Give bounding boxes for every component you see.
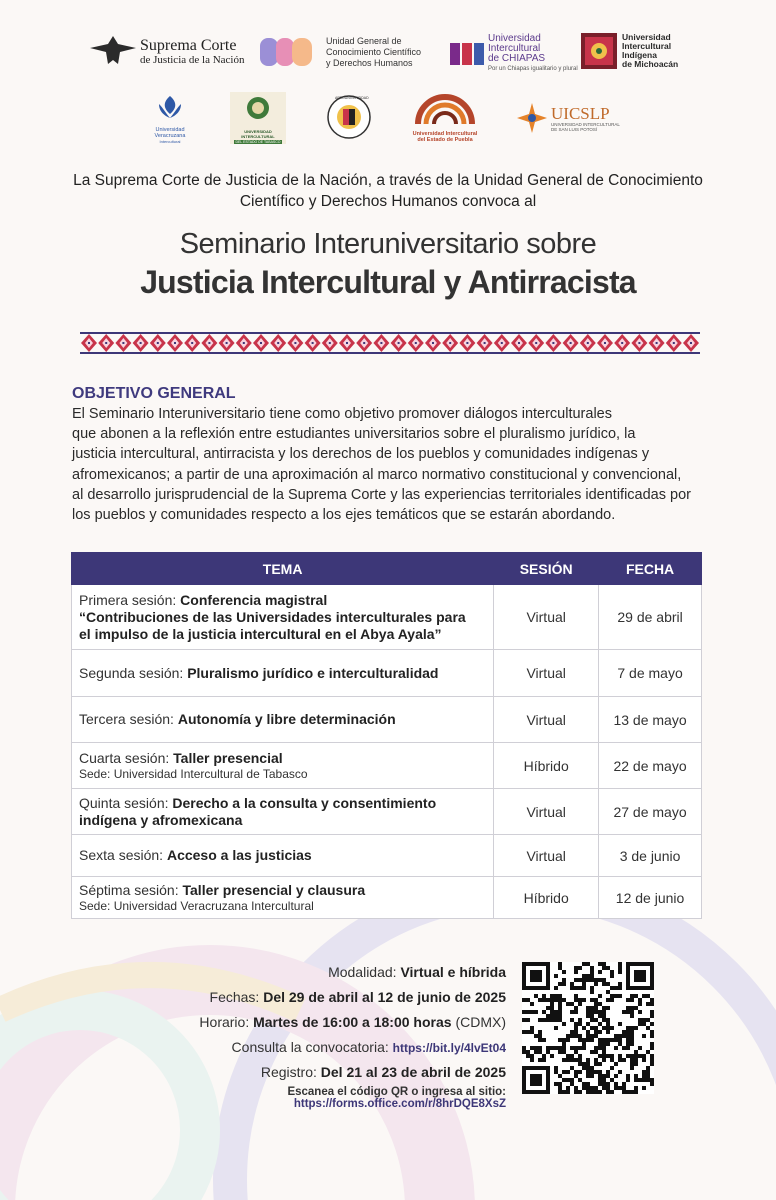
table-row (72, 877, 702, 919)
uicslp-line2: DE SAN LUIS POTOSÍ (551, 126, 598, 132)
table-header-row (72, 553, 702, 585)
uiim-line2: Intercultural (622, 41, 672, 51)
objective-line: los pueblos y comunidades respecto a los ejes temáticos que se estarán abordando. (72, 507, 616, 524)
unich-line1: Universidad (488, 33, 541, 44)
session-prefix: Tercera sesión: (79, 711, 174, 727)
header-tema: TEMA (72, 553, 494, 585)
convocatoria-line (199, 1035, 506, 1060)
uiep-logo (412, 92, 478, 143)
session-title: Taller presencial (173, 749, 283, 766)
ugccdh-logo (258, 34, 421, 70)
table-row (72, 585, 702, 650)
uicslp-logo (516, 102, 620, 134)
uicslp-star-icon (516, 102, 548, 134)
horario-timezone: (CDMX) (455, 1014, 506, 1030)
session-mode: Virtual (494, 585, 599, 650)
event-info (199, 960, 506, 1085)
objective-heading: OBJETIVO GENERAL (72, 385, 236, 402)
uv-line1: Universidad Veracruzana (154, 127, 186, 139)
fechas-value: Del 29 de abril al 12 de junio de 2025 (263, 989, 506, 1005)
title-line2: Justicia Intercultural y Antirracista (140, 264, 636, 300)
fechas-line (199, 985, 506, 1010)
objective-line: El Seminario Interuniversitario tiene como objetivo promover diálogos interculturales (72, 406, 612, 422)
registration-link[interactable]: https://forms.office.com/r/8hrDQE8XsZ (293, 1098, 506, 1110)
uiep-line1: Universidad Intercultural (412, 131, 478, 137)
afro-logo (326, 94, 372, 145)
header-fecha: FECHA (599, 553, 702, 585)
session-topic (72, 877, 494, 919)
uv-logo (140, 94, 200, 144)
session-date: 13 de mayo (599, 697, 702, 743)
table-row (72, 835, 702, 877)
scan-label: Escanea el código QR o ingresa al sitio: (287, 1086, 506, 1098)
uiet-mark-icon (243, 94, 273, 124)
session-venue: Sede: Universidad Veracruzana Intercultural (79, 898, 314, 913)
uicslp-line1: UNIVERSIDAD INTERCULTURAL (551, 121, 620, 127)
header-sesion: SESIÓN (494, 553, 599, 585)
qr-code[interactable] (522, 962, 654, 1094)
modalidad-value: Virtual e híbrida (400, 964, 506, 980)
unich-logo (448, 34, 578, 74)
session-title: Conferencia magistral (180, 591, 328, 608)
objective-body (72, 404, 712, 525)
uiim-line1: Universidad (622, 32, 671, 42)
session-title: Autonomía y libre determinación (177, 711, 396, 727)
session-title-cont: indígena y afromexicana (79, 811, 243, 828)
objective-line: al desarrollo jurisprudencial de la Suprema Corte y las experiencias territoriales identificadas por (72, 486, 691, 503)
session-prefix: Sexta sesión: (79, 847, 164, 863)
uiet-logo (230, 92, 286, 144)
session-topic (72, 650, 494, 697)
afro-label: AFROUNIVERSIDAD (335, 96, 369, 100)
session-mode: Virtual (494, 789, 599, 835)
title-line1: Seminario Interuniversitario sobre (179, 228, 597, 260)
session-topic (72, 585, 494, 650)
scjn-logo (88, 34, 244, 70)
decorative-band (80, 330, 700, 356)
ugccdh-line2: Conocimiento Científico (326, 46, 422, 57)
session-date: 7 de mayo (599, 650, 702, 697)
horario-value: Martes de 16:00 a 18:00 horas (253, 1014, 452, 1030)
uiep-mark-icon (414, 92, 476, 126)
uiim-mark-icon (580, 32, 618, 70)
scjn-sub: de Justicia de la Nación (140, 54, 245, 66)
session-title-cont: el impulso de la justicia intercultural en el Abya Ayala” (79, 625, 442, 642)
scjn-name: Suprema Corte (140, 37, 237, 54)
uiet-label: UNIVERSIDAD INTERCULTURAL (241, 129, 275, 139)
uiim-line3: Indígena (622, 50, 657, 60)
session-date: 22 de mayo (599, 743, 702, 789)
uv-mark-icon (153, 94, 187, 122)
table-row (72, 789, 702, 835)
registro-value: Del 21 al 23 de abril de 2025 (320, 1064, 506, 1080)
table-row (72, 697, 702, 743)
objective-line: afromexicanos; a partir de una aproximación al marco normativo constitucional y convencional, (72, 466, 682, 483)
afro-mark-icon (326, 94, 372, 140)
session-venue: Sede: Universidad Intercultural de Tabasco (79, 766, 308, 781)
session-topic (72, 743, 494, 789)
uiep-line2: del Estado de Puebla (417, 137, 473, 143)
session-title: Pluralismo jurídico e interculturalidad (187, 664, 439, 681)
table-row (72, 743, 702, 789)
session-mode: Híbrido (494, 877, 599, 919)
session-date: 29 de abril (599, 585, 702, 650)
session-date: 27 de mayo (599, 789, 702, 835)
session-mode: Virtual (494, 650, 599, 697)
session-title-cont: “Contribuciones de las Universidades interculturales para (79, 608, 466, 625)
convocatoria-link[interactable]: https://bit.ly/4lvEt04 (392, 1041, 506, 1055)
session-title: Acceso a las justicias (166, 847, 312, 863)
session-prefix: Primera sesión: (79, 591, 177, 608)
ugccdh-line3: y Derechos Humanos (326, 57, 413, 68)
session-title: Derecho a la consulta y consentimiento (172, 794, 437, 811)
modalidad-label: Modalidad: (328, 964, 397, 980)
session-prefix: Quinta sesión: (79, 794, 169, 811)
objective-line: que abonen a la reflexión entre estudiantes universitarios sobre el pluralismo jurídico, la (72, 426, 636, 443)
objective-line: justicia intercultural, antirracista y los derechos de los pueblos y comunidades indígenas y (72, 446, 650, 463)
session-mode: Virtual (494, 697, 599, 743)
ugccdh-mark-icon (258, 34, 316, 70)
session-mode: Virtual (494, 835, 599, 877)
uv-line2: Intercultural (159, 139, 181, 144)
modalidad-line (199, 960, 506, 985)
fechas-label: Fechas: (209, 989, 260, 1005)
eagle-icon (88, 34, 138, 70)
unich-tagline: Por un Chiapas igualitario y plural (488, 66, 578, 72)
sessions-table (71, 552, 702, 919)
scan-instructions (88, 1086, 506, 1110)
unich-line2: Intercultural (488, 43, 541, 54)
session-prefix: Segunda sesión: (79, 664, 184, 681)
horario-line (199, 1010, 506, 1035)
horario-label: Horario: (199, 1014, 250, 1030)
session-topic (72, 789, 494, 835)
session-topic (72, 697, 494, 743)
unich-line3: de CHIAPAS (488, 53, 546, 64)
session-topic (72, 835, 494, 877)
session-mode: Híbrido (494, 743, 599, 789)
unich-mark-icon (448, 39, 486, 69)
uiet-sub: DEL ESTADO DE TABASCO (235, 140, 281, 144)
registro-label: Registro: (260, 1064, 317, 1080)
session-date: 12 de junio (599, 877, 702, 919)
registro-line (199, 1060, 506, 1085)
ugccdh-line1: Unidad General de (326, 35, 402, 46)
uiim-line4: de Michoacán (622, 59, 679, 69)
session-prefix: Cuarta sesión: (79, 749, 170, 766)
uicslp-name: UICSLP (551, 103, 610, 123)
table-row (72, 650, 702, 697)
uiim-logo (580, 32, 678, 70)
session-date: 3 de junio (599, 835, 702, 877)
intro-text: La Suprema Corte de Justicia de la Nación, a través de la Unidad General de Conocimiento Científico y Derechos Humanos convoca al (73, 172, 703, 210)
session-prefix: Séptima sesión: (79, 881, 179, 898)
convocatoria-label: Consulta la convocatoria: (231, 1039, 389, 1055)
session-title: Taller presencial y clausura (182, 881, 366, 898)
